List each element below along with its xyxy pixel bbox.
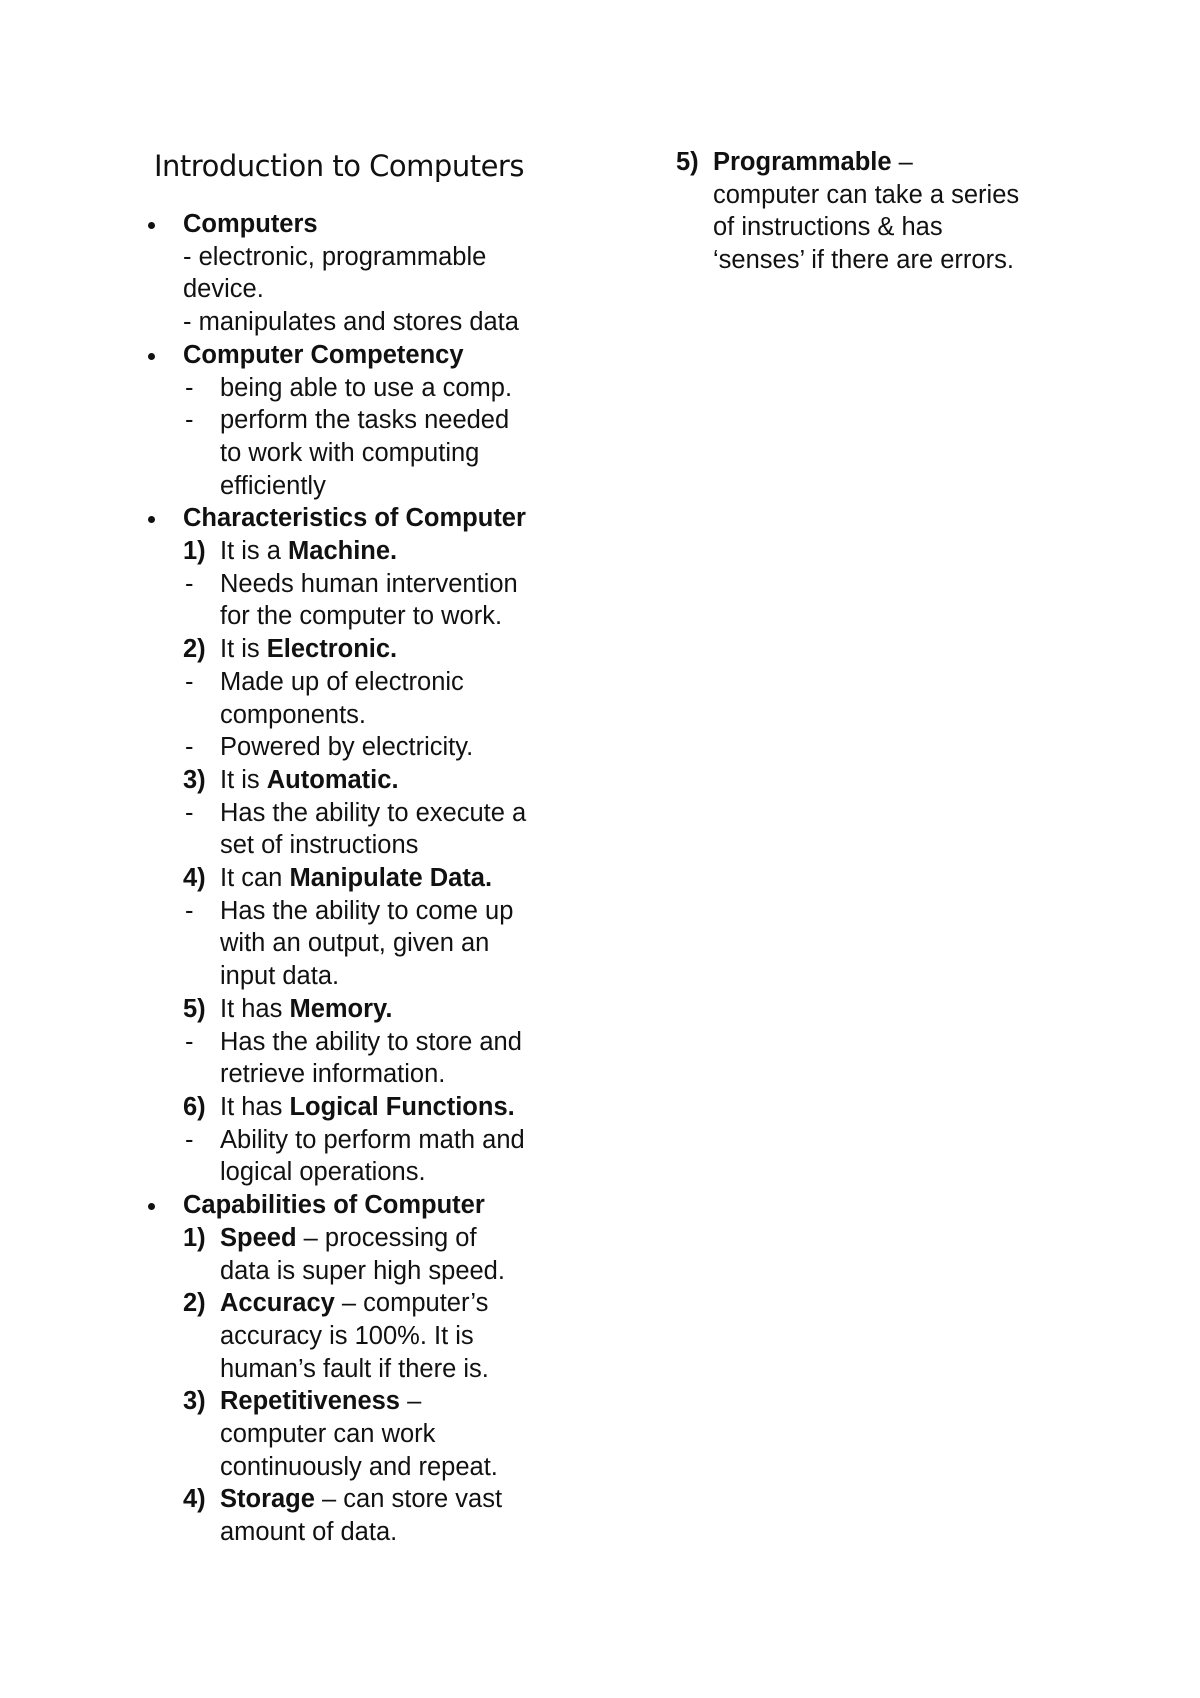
- dash-text: Has the ability to come up: [220, 896, 514, 925]
- item-text: – can store vast: [314, 1485, 503, 1514]
- capability-item: [140, 1287, 610, 1320]
- characteristic-item: [140, 993, 610, 1026]
- text-line: retrieve information.: [220, 1060, 446, 1089]
- dash-marker: -: [185, 1125, 194, 1154]
- dash-item: [140, 797, 610, 830]
- item-term: Programmable: [713, 148, 892, 176]
- bullet-heading: Computers: [183, 210, 318, 238]
- capability-item: [140, 1385, 610, 1418]
- bullet-computers: [140, 208, 610, 241]
- characteristic-item: [140, 633, 610, 666]
- right-column: [676, 146, 1096, 277]
- text-line: to work with computing: [220, 438, 480, 467]
- item-term: Manipulate Data.: [289, 864, 493, 893]
- dash-text: perform the tasks needed: [220, 406, 510, 435]
- item-term: Accuracy: [220, 1289, 335, 1318]
- item-term: Logical Functions.: [289, 1092, 515, 1121]
- bullet-dot: [148, 516, 155, 523]
- characteristic-item: [140, 535, 610, 568]
- text-line: set of instructions: [220, 831, 419, 860]
- item-term: Storage: [220, 1485, 315, 1514]
- item-text: It is a: [220, 537, 289, 566]
- item-number: 1): [183, 1223, 206, 1252]
- dash-text: Made up of electronic: [220, 667, 464, 696]
- dash-item: [140, 1124, 610, 1157]
- dash-marker: -: [185, 1027, 194, 1056]
- bullet-heading: Characteristics of Computer: [183, 504, 526, 533]
- characteristic-item: [140, 764, 610, 797]
- item-text: It is: [220, 765, 267, 794]
- dash-text: Powered by electricity.: [220, 733, 474, 762]
- capability-item: [140, 1483, 610, 1516]
- dash-item: [140, 404, 610, 437]
- dash-item: [140, 895, 610, 928]
- item-text: It has: [220, 1092, 290, 1121]
- item-term: Speed: [220, 1223, 297, 1252]
- dash-text: Has the ability to execute a: [220, 798, 527, 827]
- item-term: Memory.: [289, 994, 393, 1023]
- item-number: 1): [183, 537, 206, 566]
- item-text: It is: [220, 635, 267, 664]
- dash-item: [140, 568, 610, 601]
- text-line: input data.: [220, 962, 340, 991]
- item-number: 4): [183, 1485, 206, 1514]
- bullet-capabilities: [140, 1189, 610, 1222]
- text-line: - electronic, programmable: [183, 242, 487, 271]
- left-column: [140, 146, 610, 1549]
- item-term: Machine.: [288, 537, 398, 566]
- item-term: Electronic.: [266, 635, 398, 664]
- bullet-heading: Capabilities of Computer: [183, 1191, 485, 1220]
- text-line: device.: [183, 275, 264, 304]
- capability-item-programmable: [676, 146, 1096, 179]
- item-number: 2): [183, 1289, 206, 1318]
- dash-marker: -: [185, 569, 194, 598]
- item-term: Automatic.: [266, 765, 399, 794]
- dash-marker: -: [185, 373, 194, 402]
- page-title: Introduction to Computers: [154, 149, 524, 183]
- item-text: It has: [220, 994, 290, 1023]
- item-text: It can: [220, 864, 290, 893]
- bullet-dot: [148, 222, 155, 229]
- text-line: efficiently: [220, 471, 326, 500]
- item-number: 5): [183, 994, 206, 1023]
- bullet-characteristics: [140, 502, 610, 535]
- item-number: 6): [183, 1092, 206, 1121]
- capabilities-list: [140, 1222, 610, 1549]
- bullet-dot: [148, 353, 155, 360]
- dash-marker: -: [185, 798, 194, 827]
- dash-text: Needs human intervention: [220, 569, 518, 598]
- dash-item: [140, 372, 610, 405]
- text-line: ‘senses’ if there are errors.: [713, 246, 1014, 275]
- item-text: –: [400, 1387, 422, 1416]
- text-line: amount of data.: [220, 1518, 398, 1547]
- text-line: - manipulates and stores data: [183, 308, 519, 337]
- dash-item: [140, 731, 610, 764]
- bullet-heading: Computer Competency: [183, 340, 464, 369]
- item-text: –: [891, 148, 913, 176]
- bullet-dot: [148, 1203, 155, 1210]
- characteristic-item: [140, 1091, 610, 1124]
- item-text: – processing of: [296, 1223, 477, 1252]
- item-number: 2): [183, 635, 206, 664]
- dash-text: Has the ability to store and: [220, 1027, 522, 1056]
- text-line: accuracy is 100%. It is: [220, 1321, 474, 1350]
- item-number: 4): [183, 864, 206, 893]
- dash-marker: -: [185, 733, 194, 762]
- dash-text: Ability to perform math and: [220, 1125, 525, 1154]
- text-line: continuously and repeat.: [220, 1452, 498, 1481]
- text-line: components.: [220, 700, 367, 729]
- dash-marker: -: [185, 896, 194, 925]
- bullet-competency: [140, 339, 610, 372]
- text-line: with an output, given an: [220, 929, 490, 958]
- dash-marker: -: [185, 667, 194, 696]
- item-number: 5): [676, 148, 699, 176]
- characteristics-list: [140, 535, 610, 1189]
- dash-text: being able to use a comp.: [220, 373, 513, 402]
- text-line: human’s fault if there is.: [220, 1354, 489, 1383]
- capability-item: [140, 1222, 610, 1255]
- text-line: for the computer to work.: [220, 602, 503, 631]
- dash-marker: -: [185, 406, 194, 435]
- text-line: data is super high speed.: [220, 1256, 505, 1285]
- text-line: computer can take a series: [713, 180, 1020, 209]
- characteristic-item: [140, 862, 610, 895]
- dash-item: [140, 666, 610, 699]
- item-number: 3): [183, 1387, 206, 1416]
- item-term: Repetitiveness: [220, 1387, 400, 1416]
- dash-item: [140, 1026, 610, 1059]
- text-line: computer can work: [220, 1420, 436, 1449]
- item-text: – computer’s: [334, 1289, 489, 1318]
- text-line: of instructions & has: [713, 213, 943, 242]
- item-number: 3): [183, 765, 206, 794]
- text-line: logical operations.: [220, 1158, 426, 1187]
